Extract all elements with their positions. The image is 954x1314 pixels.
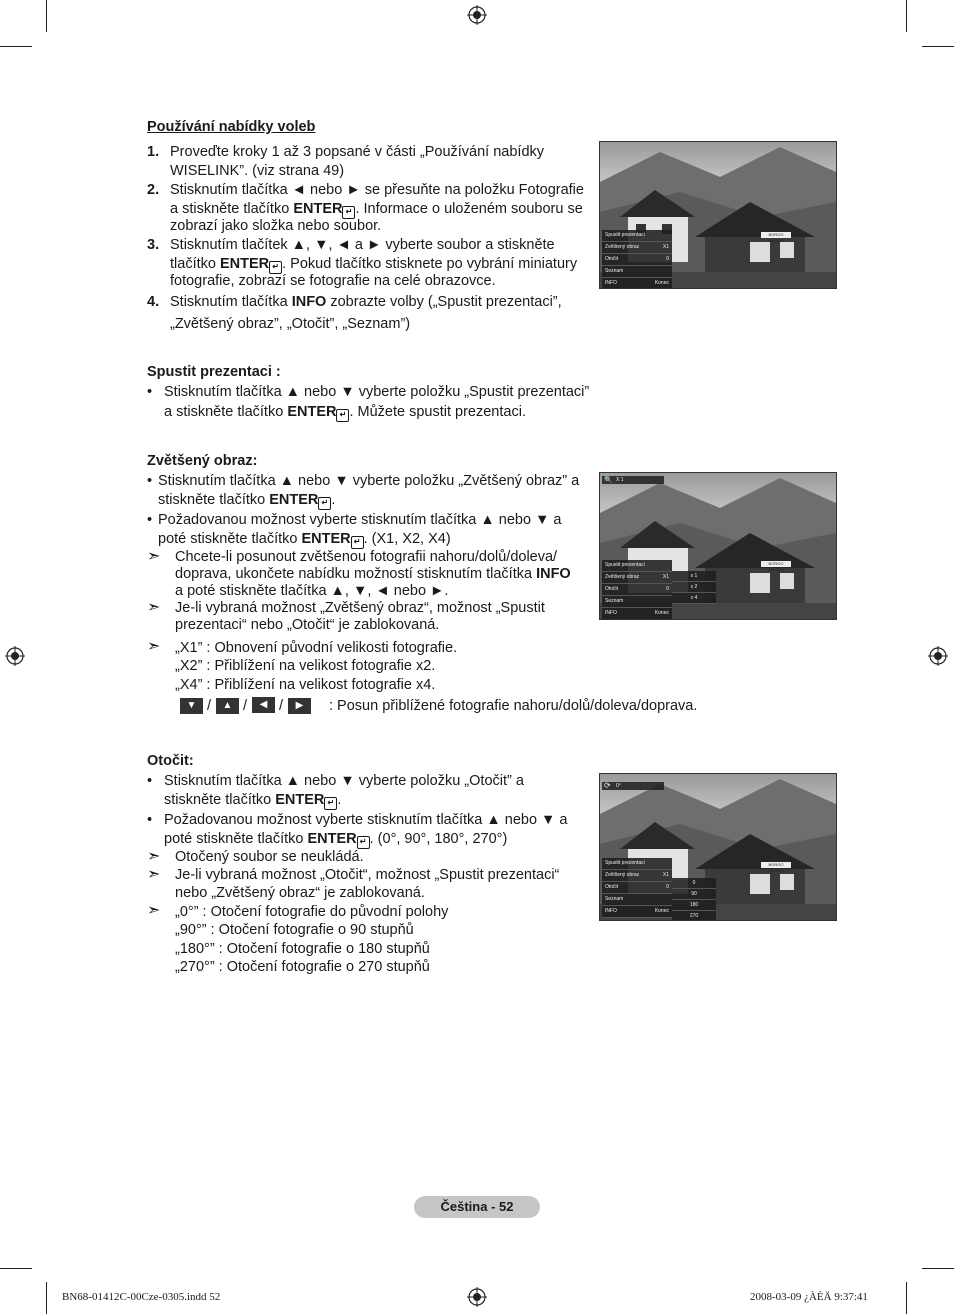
crop-mark (46, 0, 47, 32)
registration-mark-icon (928, 646, 948, 666)
menu-item-list[interactable]: Seznam (602, 894, 672, 906)
tv-screenshot-options-menu (599, 141, 837, 289)
note-text: Je-li vybraná možnost „Zvětšený obraz“, možnost „Spustit (175, 600, 545, 616)
note-text: „0°” : Otočení fotografie do původní polohy (175, 904, 449, 920)
bullet-text: Stisknutím tlačítka ▲ nebo ▼ vyberte položku „Otočit” a (164, 773, 524, 789)
shop-sign: BORGO MILANO (761, 232, 791, 238)
bullet-icon: • (147, 773, 153, 789)
section-heading-zoom: Zvětšený obraz: (147, 453, 258, 469)
separator: / (207, 698, 212, 714)
menu-item-list[interactable]: Seznam (602, 596, 672, 608)
crop-mark (906, 0, 907, 32)
bullet-text: stiskněte tlačítko ENTER ↵ . (158, 492, 336, 508)
step-text: tlačítko ENTER ↵ . Pokud tlačítko stisknete po vybrání miniatury (170, 256, 578, 272)
note-text: „90°” : Otočení fotografie o 90 stupňů (175, 922, 414, 938)
rotate-status-bar: 0° (602, 782, 664, 790)
bullet-icon: • (147, 512, 153, 528)
file-slug: BN68-01412C-00Cze-0305.indd 52 (62, 1291, 221, 1303)
note-text: „270°” : Otočení fotografie o 270 stupňů (175, 959, 430, 975)
nav-description: : Posun přiblížené fotografie nahoru/dolů/doleva/doprava. (329, 698, 698, 714)
date-slug: 2008-03-09 ¿ÀÈÄ 9:37:41 (750, 1291, 868, 1303)
section-heading-rotate: Otočit: (147, 753, 194, 769)
note-text: „180°” : Otočení fotografie o 180 stupňů (175, 941, 430, 957)
menu-item-zoom[interactable]: Zvětšený obraz X1 (602, 242, 672, 254)
note-text: „X2” : Přiblížení na velikost fotografie x2. (175, 658, 436, 674)
menu-item-list[interactable]: Seznam (602, 266, 672, 278)
step-text: Proveďte kroky 1 až 3 popsané v části „Používání nabídky (170, 144, 545, 160)
tv-screenshot-zoom-menu (599, 472, 837, 620)
note-text: nebo „Zvětšený obraz“ je zablokovaná. (175, 885, 425, 901)
note-text: Chcete-li posunout zvětšenou fotografii nahoru/dolů/doleva/ (175, 549, 558, 565)
note-text: doprava, ukončete nabídku možností stisknutím tlačítka INFO (175, 566, 571, 582)
rotate-submenu (672, 878, 716, 921)
note-text: „X4” : Přiblížení na velikost fotografie x4. (175, 677, 436, 693)
enter-key-label: ENTER (287, 404, 337, 420)
enter-key-label: ENTER (269, 492, 319, 508)
menu-footer: INFO Konec (602, 608, 672, 620)
enter-key-label: ENTER (301, 531, 351, 547)
menu-item-rotate[interactable]: Otočit 0 (602, 254, 672, 266)
note-arrow-icon: ➣ (147, 638, 161, 655)
step-text: a stiskněte tlačítko ENTER ↵ . Informace o uloženém souboru se (170, 201, 583, 217)
shop-sign: BORGO MILANO (761, 561, 791, 567)
zoom-option[interactable]: x 4 (672, 593, 716, 604)
crop-mark (906, 1282, 907, 1314)
enter-icon: ↵ (269, 261, 282, 274)
menu-item-zoom[interactable]: Zvětšený obraz X1 (602, 870, 672, 882)
shop-sign: BORGO MILANO (761, 862, 791, 868)
crop-mark (922, 46, 954, 47)
bullet-text: poté stiskněte tlačítko ENTER ↵ . (0°, 90°, 180°, 270°) (164, 831, 508, 847)
crop-mark (0, 46, 32, 47)
step-number: 1. (147, 144, 160, 160)
enter-icon: ↵ (318, 497, 331, 510)
step-text: Stisknutím tlačítka INFO zobrazte volby („Spustit prezentaci”, (170, 294, 562, 310)
zoom-option[interactable]: x 1 (672, 571, 716, 582)
osd-options-menu (602, 858, 672, 918)
enter-icon: ↵ (342, 206, 355, 219)
tv-screenshot-rotate-menu (599, 773, 837, 921)
enter-icon: ↵ (357, 836, 370, 849)
osd-options-menu (602, 230, 672, 289)
enter-key-label: ENTER (219, 256, 270, 272)
menu-item-slideshow[interactable]: Spustit prezentaci (602, 230, 672, 242)
zoom-status-bar: X 1 (602, 476, 664, 484)
bullet-text: stiskněte tlačítko ENTER ↵ . (164, 792, 342, 808)
rotate-icon: ⟳ (604, 781, 611, 790)
enter-icon: ↵ (324, 797, 337, 810)
separator: / (243, 698, 248, 714)
note-text: a poté stiskněte tlačítka ▲, ▼, ◄ nebo ►. (175, 583, 449, 599)
enter-key-label: ENTER (293, 201, 343, 217)
step-number: 4. (147, 294, 160, 310)
menu-item-slideshow[interactable]: Spustit prezentaci (602, 560, 672, 572)
note-text: prezentaci“ nebo „Otočit“ je zablokovaná. (175, 617, 440, 633)
registration-mark-icon (5, 646, 25, 666)
zoom-submenu (672, 571, 716, 604)
note-arrow-icon: ➣ (147, 548, 161, 565)
down-arrow-icon: ▼ (180, 698, 203, 714)
bullet-icon: • (147, 473, 153, 489)
step-text: Stisknutím tlačítka ◄ nebo ► se přesuňte na položku Fotografie (170, 182, 584, 198)
step-text: „Zvětšený obraz”, „Otočit”, „Seznam”) (170, 316, 411, 332)
step-number: 2. (147, 182, 160, 198)
bullet-icon: • (147, 812, 153, 828)
section-heading-options: Používání nabídky voleb (147, 119, 316, 135)
step-number: 3. (147, 237, 160, 253)
note-arrow-icon: ➣ (147, 599, 161, 616)
note-arrow-icon: ➣ (147, 848, 161, 865)
zoom-option[interactable]: x 2 (672, 582, 716, 593)
bullet-text: poté stiskněte tlačítko ENTER ↵ . (X1, X2, X4) (158, 531, 451, 547)
step-text: zobrazí jako složka nebo soubor. (170, 218, 382, 234)
step-text: fotografie, zobrazí se fotografie na celé obrazovce. (170, 273, 496, 289)
bullet-text: Stisknutím tlačítka ▲ nebo ▼ vyberte položku „Zvětšený obraz” a (158, 473, 580, 489)
note-arrow-icon: ➣ (147, 866, 161, 883)
menu-footer: INFO Konec (602, 906, 672, 918)
right-arrow-icon: ▶ (288, 698, 311, 714)
enter-key-label: ENTER (307, 831, 357, 847)
bullet-text: Stisknutím tlačítka ▲ nebo ▼ vyberte položku „Spustit prezentaci” (164, 384, 590, 400)
enter-icon: ↵ (336, 409, 349, 422)
note-text: Je-li vybraná možnost „Otočit“, možnost „Spustit prezentaci“ (175, 867, 560, 883)
menu-item-zoom[interactable]: Zvětšený obraz X1 (602, 572, 672, 584)
menu-item-slideshow[interactable]: Spustit prezentaci (602, 858, 672, 870)
crop-mark (46, 1282, 47, 1314)
up-arrow-icon: ▲ (216, 698, 239, 714)
registration-mark-icon (467, 5, 487, 25)
page-number-label: Čeština - 52 (414, 1196, 540, 1218)
note-text: „X1” : Obnovení původní velikosti fotografie. (175, 640, 458, 656)
magnifier-icon: 🔍 (604, 477, 613, 484)
left-arrow-icon: ◀ (252, 697, 275, 713)
registration-mark-icon (467, 1287, 487, 1307)
crop-mark (0, 1268, 32, 1269)
step-text: WISELINK”. (viz strana 49) (170, 163, 345, 179)
step-text: Stisknutím tlačítek ▲, ▼, ◄ a ► vyberte soubor a stiskněte (170, 237, 555, 253)
menu-footer: INFO Konec (602, 278, 672, 289)
menu-item-rotate[interactable]: Otočit 0 (602, 584, 672, 596)
note-text: Otočený soubor se neukládá. (175, 849, 364, 865)
enter-icon: ↵ (351, 536, 364, 549)
note-arrow-icon: ➣ (147, 902, 161, 919)
bullet-text: Požadovanou možnost vyberte stisknutím tlačítka ▲ nebo ▼ a (164, 812, 568, 828)
bullet-text: Požadovanou možnost vyberte stisknutím tlačítka ▲ nebo ▼ a (158, 512, 562, 528)
bullet-icon: • (147, 384, 153, 400)
rotate-option[interactable]: 0 (672, 878, 716, 889)
rotate-option[interactable]: 270 (672, 911, 716, 921)
separator: / (279, 698, 284, 714)
section-heading-slideshow: Spustit prezentaci : (147, 364, 281, 380)
osd-options-menu (602, 560, 672, 620)
bullet-text: a stiskněte tlačítko ENTER ↵ . Můžete spustit prezentaci. (164, 404, 526, 420)
menu-item-rotate[interactable]: Otočit 0 (602, 882, 672, 894)
enter-key-label: ENTER (275, 792, 325, 808)
rotate-option[interactable]: 90 (672, 889, 716, 900)
rotate-option[interactable]: 180 (672, 900, 716, 911)
crop-mark (922, 1268, 954, 1269)
